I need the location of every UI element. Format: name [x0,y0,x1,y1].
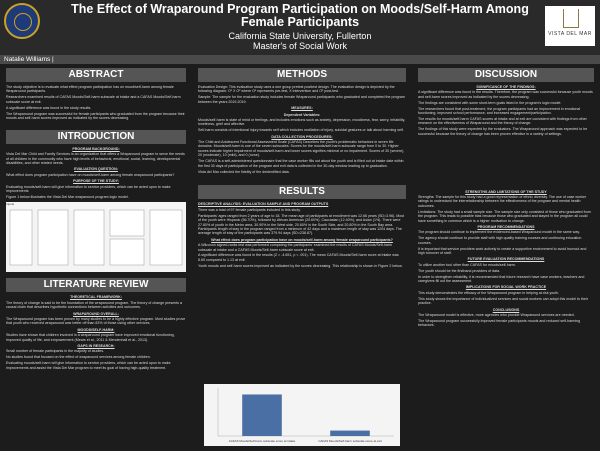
section-subheading: SIGNIFICANCE OF THE FINDINGS: [476,85,536,89]
list-item: To utilize another tool other than CAFAS for moods/self-harm. [418,262,516,267]
chart-bar [242,394,282,436]
section-subheading: GAPS IN RESEARCH: [77,344,115,349]
list-item: The program should continue to implement the evidenced-based Wraparound model in the same way. [418,230,580,235]
section-subheading: IMPLICATIONS FOR SOCIAL WORK PRACTICE [465,285,547,290]
paragraph: The theory of change is said to be the foundation of the wraparound program. The theory of change presents a causal chain that describes hypothetic connections between activities and outcomes. [6,300,182,310]
introduction-body [6,147,186,200]
list-item: The agency should continue to provide staff with high quality training courses and continuing education courses. [418,236,582,245]
paragraph: Studies have shown that children involved in a wraparound program have improved emotional functioning, improved quality of life, and empowerment (Mears et al., 2011 & Mendenhall et al., 2013). [6,333,175,342]
bar-chart [204,384,400,446]
results-body [198,202,406,268]
poster-title: The Effect of Wraparound Program Participation on Moods/Self-Harm Among Female Participants [71,2,529,29]
results-chart [204,384,400,446]
paragraph: Evaluating moods/self-harm will give information to service providers, which can be acted upon to make improvements [6,184,171,194]
list-item: The findings are consistent with some short-term goals listed in the program's logic model. [418,100,562,105]
list-item: The researchers found that post-treatment, the program participants had an improvement in emotional functioning, improved school performance, and increased engagement/participation. [418,106,581,116]
left-column [6,68,186,372]
paragraph: Participants' ages ranged from 2 years of age to 18. The mean age of participants at enrollment was 12.66 years (SD=3.96). Most of the youth were Hispanic (56.70%), followed by African American (20.60%), Caucasian (12.40%), and Asian (1%). There were 27.80% of youth in the Metro area, 30.90% in the West side, 20.60% in the South Side, and 20.60% in the South Bay area. Participants length of stay in the program ranged from a minimum of 42 days and a maximum length of stay was 1204 days. The average length of stay of the participants was 379.94 days (SD=238.87). [198,213,405,236]
vista-del-mar-logo [545,6,595,46]
section-subheading: DATA COLLECTION PROCEDURES: [271,134,333,139]
list-item: The findings of this study were expected by the evaluators. The Wraparound approach was expected to be successful because the theory of change has been proven effective in a variety of settings. [418,127,588,136]
literature-body [6,295,186,370]
paragraph: The Child and Adolescent Functional Assessment Scale (CAFAS) Describes the youth's problematic behaviors in seven life domains. Moods/self-harm is one of the seven subscales. Scores for the moods/self-harm subscale range from 0 to 30. Higher scores indicate higher impairment of moods/self-harm and lower scores signifies minimal or no impairment. Scores of 30 (severe), 20 (moderate), 10 (mild), and 0 (none). [198,140,405,158]
list-item: The study objective is to evaluate what effect program participation has on mood/self-harm among female Wraparound participants. [6,85,174,94]
list-item: Researchers examined results of CAFAS Moods/Self-harm subscale at intake and a CAFAS Moods/Self-harm subscale score at exit. [6,95,181,104]
list-item: This study shows the importance of individualized services and social workers can adopt this model to their practice. [418,296,588,306]
paragraph: What effect does program participation have on moods/self-harm among female wraparound participants? [6,172,175,177]
results-heading: RESULTS [198,185,406,199]
paragraph: Evaluation Design: This evaluation study uses a one group pretest posttest design. The evaluation design is depicted by the following diagram: O¹ X O² where O¹ represents pre-test, X intervention and O² post-test. [198,85,395,94]
program-name: Master's of Social Work [252,41,348,51]
methods-heading: METHODS [198,68,406,82]
section-subheading: What effect does program participation have on moods/self-harm among female wraparound participants? [211,237,393,242]
section-subheading: STRENGTHS AND LIMITATIONS OF THE STUDY [465,189,547,194]
logo-text: VISTA DEL MAR [548,31,592,37]
section-subheading: MOODS/SELF-HARM: [77,327,115,332]
paragraph: Sample: The sample for the evaluation study includes female Wraparound participants who graduated and completed the program between the years 2019-2019. [198,95,405,104]
author-name: Natalie Williams | [4,56,54,63]
paragraph: No studies found that focused on the effect of wraparound services among female children. [6,355,151,360]
list-item: A significant difference was found in the results. Therefore, the program was successful because youth moods and self-harm scores improved as indicated by the scores decreasing. [418,90,593,99]
paragraph: Vista Del Mar Child and Family Services is an organization that offers a Wraparound program to serve the needs of all children in the community who have high levels of behavioral, emotional, social, learning, developmental disabilities, and other related needs. [6,152,185,166]
paragraph: Vista del Mar collected the fidelity of the deidentified data. [198,169,290,174]
middle-column [198,68,406,270]
section-subheading: FUTURE EVALUATION RECOMMENDATIONS [467,257,545,262]
paragraph: Strengths: The sample for this study had a good representation of ethnic diversity. The use of case worker ratings to understand the interrelationship between the effectiveness of the program and mental health outcomes. [418,194,587,208]
chart-category-label: CAFAS Moods/Self-harm subscale score at exit [318,439,382,443]
section-subheading: WRAPAROUND OVERALL: [73,311,119,316]
discussion-heading: DISCUSSION [418,68,594,82]
university-name: California State University, Fullerton [228,31,372,41]
paragraph: Figure 1 below illustrates the Vista Del Mar wraparound program logic model. [6,195,129,199]
paragraph: Limitations: The study had a small sample size. The sample size only consisted of those who graduated from the program. This leads to possible bias because those who graduated and stayed in the program all could have something in common which is a higher motivation to change. [418,209,591,223]
list-item: A significant difference was found in the study results. [6,105,92,110]
introduction-heading: INTRODUCTION [6,130,186,144]
section-subheading: MEASURES: [291,106,313,111]
paragraph: Self-harm consists of intentional injury towards self which includes mutilation of injury, suicidal gestures or talk about harming self. [198,128,404,133]
section-subheading: PROGRAM BACKGROUND: [72,146,120,151]
section-subheading: THEORETICAL FRAMEWORK: [70,295,122,300]
logic-model-figure [6,202,186,272]
list-item: The Wraparound program was successful for female participants who graduated from the program because their moods and self-harm scores improved as indicated by the scores decreasing. [6,111,185,120]
paragraph: A significant difference was found in the results (Z = -4.651, p < .001). The mean CAFAS Moods/Self-harm score at intake was 8.65 compared to 1.13 at exit. [198,253,399,262]
section-subheading: EVALUATION QUESTION: [74,167,118,172]
list-item: It is important that service providers work actively to create a supportive environment to avoid burnout and high turnover of staff. [418,246,587,255]
section-subheading: PROGRAM RECOMMENDATIONS [477,224,535,229]
logic-model-label: Inputs [6,202,15,207]
section-subheading: CONCLUSIONS [492,307,520,312]
list-item: The results for moods/self-harm CAFAS scores at intake and at exit are consistent with findings from other research on the effectiveness of Wraparound and the theory of change. [418,116,587,126]
abstract-body [6,85,186,120]
abstract-heading: ABSTRACT [6,68,186,82]
paragraph: There was a total of 97 female participants included in this study. [198,207,301,212]
section-subheading: Dependent Variables: [283,112,321,117]
literature-heading: LITERATURE REVIEW [6,278,186,292]
list-item: This study demonstrates the efficacy of the Wraparound program in helping at-risk youth. [418,290,560,295]
paragraph: A Wilcoxon signed-ranks test was performed comparing the participants' examined the results of CAFAS Moods/Self-harm subscale at intake and a CAFAS Moods/Self-harm subscale score at exit. [198,243,393,252]
author-bar [0,55,600,64]
right-column [418,68,594,329]
section-subheading: DESCRIPTIVE ANALYSIS: EVALUATION SAMPLE AND PROGRAM OUTPUTS [198,202,329,207]
paragraph: The Wraparound program has been proven by many studies to be a highly effective program. Most studies prove that youth who received wraparound was better off than 83% of those using other services. [6,317,186,326]
list-item: In order to strengthen reliability, it is recommended that future research have case workers, teachers and caregivers fill out the assessment. [418,274,585,283]
paragraph: Moods/self-harm is state of mind or feelings, and includes emotions such as anxiety, depression, moodiness, fear, worry, irritability, loneliness, grief and affective. [198,117,406,127]
paragraph: Youth moods and self-harm scores improved as indicated by the scores decreasing. This relationship is shown in Figure 2 below. [198,263,403,268]
list-item: The Wraparound model is effective, more agencies who provide Wraparound services are needed. [418,312,575,317]
chart-category-label: CAFAS Moods/Self-harm subscale score at intake [228,439,296,443]
section-subheading: PURPOSE OF THE STUDY: [73,179,119,184]
list-item: The youth should be the firsthand providers of data. [418,268,501,273]
university-seal-icon [4,3,40,39]
paragraph: Small number of female participants in the majority of studies. [6,349,105,354]
discussion-body [418,85,594,328]
list-item: The Wraparound program successfully improved female participants moods and reduced self-harming behaviors. [418,318,581,328]
logic-model-diagram [6,202,186,272]
chart-bar [330,431,370,436]
logo-mark-icon [563,9,579,28]
methods-body [198,85,406,174]
paragraph: Evaluating moods/self-harm will give information to service providers, which can be acted upon to make improvements and assist the Vista Del Mar program to meet its goal of having high-quality treatment. [6,361,171,370]
paragraph: The CAFAS is a self-administered questionnaire that the case worker fills out about the youth and is filled out at intake date within the first 30 days of participation of the program and exit data is collected in the 30-day window leading up to graduation. [198,159,404,168]
poster-header [0,0,600,55]
